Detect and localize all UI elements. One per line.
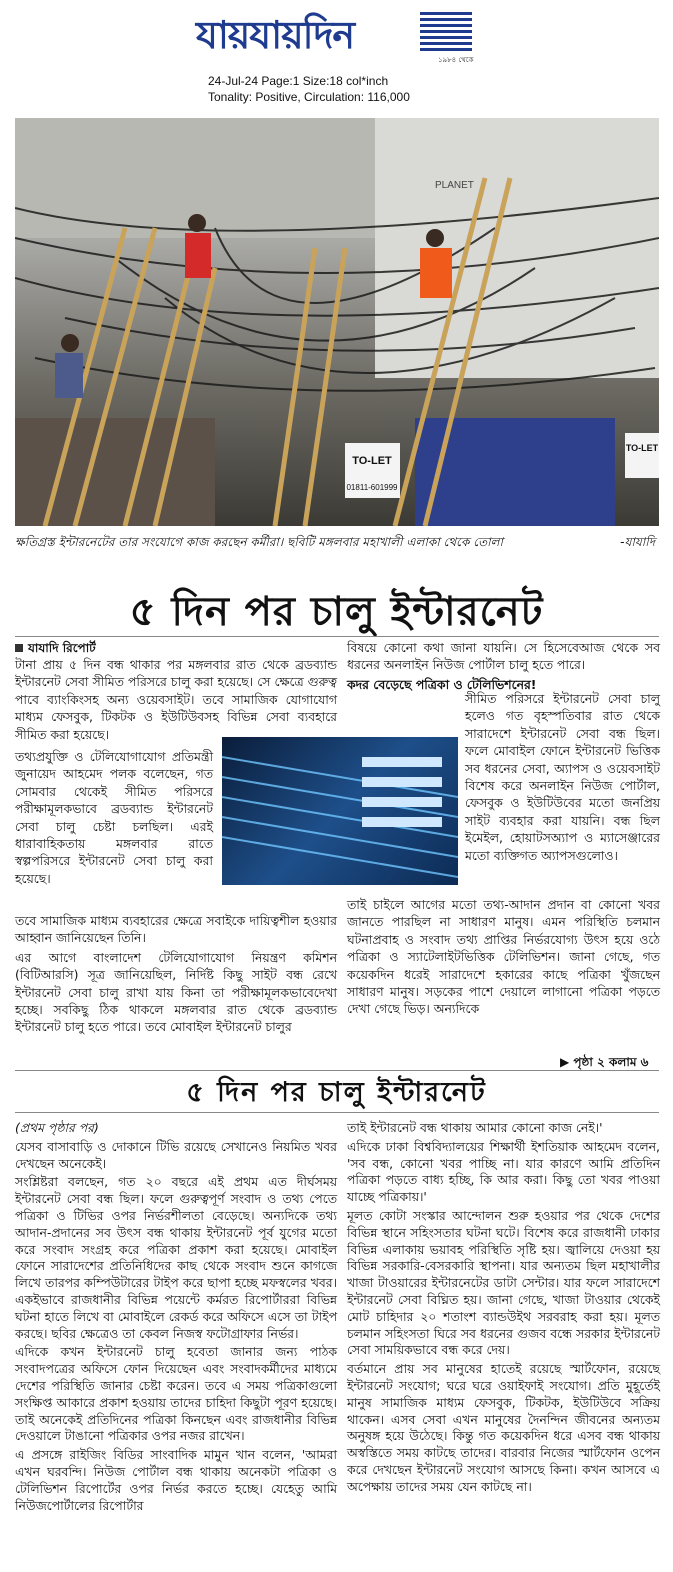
- tolet-sign-text: TO-LET: [352, 455, 392, 467]
- byline-square-icon: [15, 644, 23, 652]
- article-col-left-bottom: [15, 912, 337, 1038]
- cont-para-7: মূলত কোটা সংস্কার আন্দোলন শুরু হওয়ার পর থেকে দেশের বিভিন্ন স্থানে সহিংসতার ঘটনা ঘটে। বিশেষ করে রাজধানী ঢাকার বিভিন্ন এলাকায় ভয়াবহ পরিস্থিতি সৃষ্টি হয়। জ্বালিয়ে দেওয়া হয় বিভিন্ন সরকারি-বেসরকারি স্থাপনা। যার অন্যতম ছিল মহাখালীর খাজা টাওয়ারের ইন্টারনেটের ডাটা সেন্টার। যার ফলে সারাদেশে ইন্টারনেট সেবা বিঘ্নিত হয়। জানা গেছে, খাজা টাওয়ার থেকেই মোট চাহিদার ২০ শতাংশ ব্যান্ডউইথ সরবরাহ করা হয়। মূলত চলমান সহিংসতা ঘিরে সব ধরনের গুজব বন্ধে সরকার ইন্টারনেট সেবা সাময়িকভাবে বন্ধ করে দেয়।: [347, 1207, 660, 1358]
- tolet-phone-text: 01811-601999: [346, 483, 398, 492]
- para-minister: তথ্যপ্রযুক্তি ও টেলিযোগাযোগ প্রতিমন্ত্রী জুনায়েদ আহমেদ পলক বলেছেন, গত সোমবার থেকেই সীমিত পরিসরে পরীক্ষামূলকভাবে ব্রডব্যান্ড ইন্টারনেট সেবা চালু চেষ্টা চলছিল। এরই ধারাবাহিকতায় মঙ্গলবার রাতে স্বল্পপরিসরে ইন্টারনেট সেবা চালু করা হয়েছে।: [15, 749, 213, 886]
- divider: [15, 1070, 659, 1071]
- cont-para-1: যেসব বাসাবাড়ি ও দোকানে টিভি রয়েছে সেখানেও নিয়মিত খবর দেখছেন অনেকেই।: [15, 1138, 337, 1171]
- byline-text: যাযাদি রিপোর্ট: [28, 641, 96, 655]
- logo-stripes-icon: [420, 12, 472, 52]
- para-news-portals: বিষয়ে কোনো কথা জানা যায়নি। সে হিসেবেআজ থেকে সব ধরনের অনলাইন নিউজ পোর্টাল চালু হতে পারে।: [347, 640, 660, 673]
- planet-sign-text: PLANET: [435, 180, 474, 191]
- article-col-right-top: [347, 639, 660, 695]
- newspaper-logo: যায়যায়দিন: [196, 13, 355, 57]
- cont-para-4: এ প্রসঙ্গে রাইজিং বিডির সাংবাদিক মামুন খান বলেন, 'আমরা এখন ঘরবন্দি। নিউজ পোর্টাল বন্ধ থাকায় অনেকটা পত্রিকা ও টেলিভিশন রিপোর্টের ওপর নির্ভর করতে হচ্ছে। যেহেতু আমি নিউজপোর্টালের রিপোর্টার: [15, 1447, 337, 1513]
- clipping-meta-date: 24-Jul-24 Page:1 Size:18 col*inch: [208, 74, 389, 88]
- article-headline: ৫ দিন পর চালু ইন্টারনেট: [129, 589, 544, 635]
- cont-para-3: এদিকে কখন ইন্টারনেট চালু হবেতা জানার জন্য পাঠক সংবাদপত্রের অফিসে ফোন দিয়েছেন এবং সংবাদকর্মীদের মাধ্যমে দেশের পরিস্থিতি জানার চেষ্টা করেন। তবে এ সময় পত্রিকাগুলো সংক্ষিপ্ত আকারে প্রকাশ হওয়ায় তাদের চাহিদা কিছুটা পূরণ হয়েছে। তাই অনেকেই প্রতিদিনের পত্রিকা কিনছেন এবং রাজধানীর বিভিন্ন দেওয়ালে টাঙানো পত্রিকার ওপর নজর রাখেন।: [15, 1344, 337, 1444]
- para-shutdown: সীমিত পরিসরে ইন্টারনেট সেবা চালু হলেও গত বৃহস্পতিবার রাত থেকে সারাদেশে ইন্টারনেট সেবা বন্ধ ছিল। ফলে মোবাইল ফোনে ইন্টারনেট ভিত্তিক সব ধরনের সেবা, অ্যাপস ও ওয়েবসাইট বিশেষ করে অনলাইন নিউজ পোর্টাল, ফেসবুক ও ইউটিউবের মতো জনপ্রিয় সাইট ব্যবহার করা যায়নি। বন্ধ ছিল ইমেইল, হোয়াটসঅ্যাপ ও ম্যাসেঞ্জারের মতো ব্যক্তিগত অ্যাপসগুলোও।: [465, 691, 660, 863]
- article-col-right-mid: [347, 690, 660, 866]
- from-page-note: (প্রথম পৃষ্ঠার পর): [15, 1120, 99, 1135]
- masthead: [0, 0, 673, 110]
- cont-para-8: বর্তমানে প্রায় সব মানুষের হাতেই রয়েছে স্মার্টফোন, রয়েছে ইন্টারনেট সংযোগ; ঘরে ঘরে ওয়াইফাই সংযোগ। প্রতি মুহূর্তেই মানুষ সামাজিক মাধ্যম ফেসবুক, টিকটক, ইউটিউবে সক্রিয় থাকেন। এসব সেবা এখন মানুষের দৈনন্দিন জীবনের অন্যতম অনুষঙ্গ হয়ে উঠেছে। কিন্তু গত কয়েকদিন ধরে এসব বন্ধ থাকায় অস্বস্তিতে সময় কাটছে তাদের। বারবার নিজের স্মার্টফোন ওপেন করে দেখছেন ইন্টারনেট সংযোগ আসছে কিনা। কখন আসবে এ অপেক্ষায় তাদের সময় যেন কাটছে না।: [347, 1361, 660, 1494]
- lead-photo: [15, 118, 659, 526]
- para-people: তাই চাইলে আগের মতো তথ্য-আদান প্রদান বা কোনো খবর জানতে পারছিল না সাধারণ মানুষ। এমন পরিস্থিতি চলমান ঘটনাপ্রবাহ ও সংবাদ তথ্য প্রাপ্তির নির্ভরযোগ্য উৎস হয়ে ওঠে পত্রিকা ও স্যাটেলাইটভিত্তিক টেলিভিশন। জানা গেছে, গত কয়েকদিন ধরেই সারাদেশে হকারের কাছে পত্রিকা খুঁজছেন সাধারণ মানুষ। সড়কের পাশে দেয়ালে লাগানো পত্রিকা পড়তে দেখা গেছে ভিড়। অন্যদিকে: [347, 897, 660, 1017]
- photo-caption: [15, 534, 659, 554]
- article-col-left-top: [15, 656, 337, 745]
- para-btrc: এর আগে বাংলাদেশ টেলিযোগাযোগ নিয়ন্ত্রণ কমিশন (বিটিআরসি) সূত্র জানিয়েছিল, নির্দিষ্ট কিছু সাইট বন্ধ রেখে ইন্টারনেট সেবা চালু রাখা যায় কিনা তা পরীক্ষামূলকভাবেদেখা হচ্ছে। সবকিছু ঠিক থাকলে মঙ্গলবার রাত থেকে ব্রডব্যান্ড ইন্টারনেট চালু হতে পারে। তবে মোবাইল ইন্টারনেট চালুর: [15, 949, 337, 1035]
- divider: [15, 636, 659, 637]
- logo-tagline: ১৯৮৪ থেকে: [438, 56, 474, 64]
- subhead-newspapers: কদর বেড়েছে পত্রিকা ও টেলিভিশনের!: [347, 676, 537, 692]
- photo-illustration: [15, 118, 659, 526]
- para-lead: টানা প্রায় ৫ দিন বন্ধ থাকার পর মঙ্গলবার রাত থেকে ব্রডব্যান্ড ইন্টারনেট সেবা সীমিত পরিসরে চালু করা হয়েছে। সে ক্ষেত্রে গুরুত্ব পাবে ব্যাংকিংসহ অন্য ওয়েবসাইট। তবে সামাজিক যোগাযোগ মাধ্যম ফেসবুক, টিকটক ও ইউটিউবসহ বিভিন্ন সেবা ব্যবহারে সীমিত করা হয়েছে।: [15, 657, 337, 742]
- continuation-col-right: [347, 1120, 660, 1498]
- continuation-headline: ৫ দিন পর চালু ইন্টারনেট: [186, 1077, 487, 1108]
- cont-para-5: তাই ইন্টারনেট বন্ধ থাকায় আমার কোনো কাজ নেই।': [347, 1120, 603, 1135]
- cont-para-2: সংশ্লিষ্টরা বলছেন, গত ২০ বছরে এই প্রথম এত দীর্ঘসময় ইন্টারনেট সেবা বন্ধ ছিল। ফলে গুরুত্বপূর্ণ সংবাদ ও তথ্য পেতে পত্রিকা ও টিভির ওপর নির্ভরশীলতা বেড়েছে। অন্যদিকে তথ্য আদান-প্রদানের সব উৎস বন্ধ থাকায় ইন্টারনেট পূর্ব যুগের মতো করে সংবাদ সংগ্রহ করে পত্রিকা প্রকাশ করা হয়েছে। মোবাইল ফোনে সারাদেশের প্রতিনিধিদের কাছ থেকে সংবাদ শুনে কাগজে লিখে তারপর কম্পিউটারের টাইপ করে ছাপা হচ্ছে মফস্বলের খবর। একইভাবে রাজধানীর বিভিন্ন পয়েন্টে কর্মরত রিপোর্টাররা বিভিন্ন ঘটনা হাতে লিখে বা মোবাইলে রেকর্ড করে অফিসে এসে তা টাইপ করছে। ছবির ক্ষেত্রেও তা কেবল নিজস্ব ফটোগ্রাফার নির্ভর।: [15, 1174, 337, 1341]
- jump-line: ▶ পৃষ্ঠা ২ কলাম ৬: [560, 1055, 649, 1069]
- photo-caption-text: ক্ষতিগ্রস্ত ইন্টারনেটের তার সংযোগে কাজ করছেন কর্মীরা। ছবিটি মঙ্গলবার মহাখালী এলাকা থেকে তোলা: [15, 535, 503, 549]
- divider: [15, 1112, 659, 1113]
- article-col-left-mid: [15, 748, 213, 889]
- article-col-right-bottom: [347, 896, 660, 1020]
- photo-credit: -যাযাদি: [620, 535, 655, 549]
- continuation-col-left: [15, 1120, 337, 1516]
- tolet-sign-right-text: TO-LET: [625, 443, 659, 453]
- para-responsible: তবে সামাজিক মাধ্যম ব্যবহারের ক্ষেত্রে সবাইকে দায়িত্বশীল হওয়ার আহ্বান জানিয়েছেন তিনি।: [15, 913, 337, 946]
- cont-para-6: এদিকে ঢাকা বিশ্ববিদ্যালয়ের শিক্ষার্থী ইশতিয়াক আহমেদ বলেন, 'সব বন্ধ, কোনো খবর পাচ্ছি না। যার কারণে আমি প্রতিদিন পত্রিকা পড়তে বাধ্য হচ্ছি, কি আর করা। কিছু তো খবর পাওয়া যাচ্ছে পত্রিকায়।': [347, 1138, 660, 1205]
- clipping-meta-tonality: Tonality: Positive, Circulation: 116,000: [208, 90, 410, 104]
